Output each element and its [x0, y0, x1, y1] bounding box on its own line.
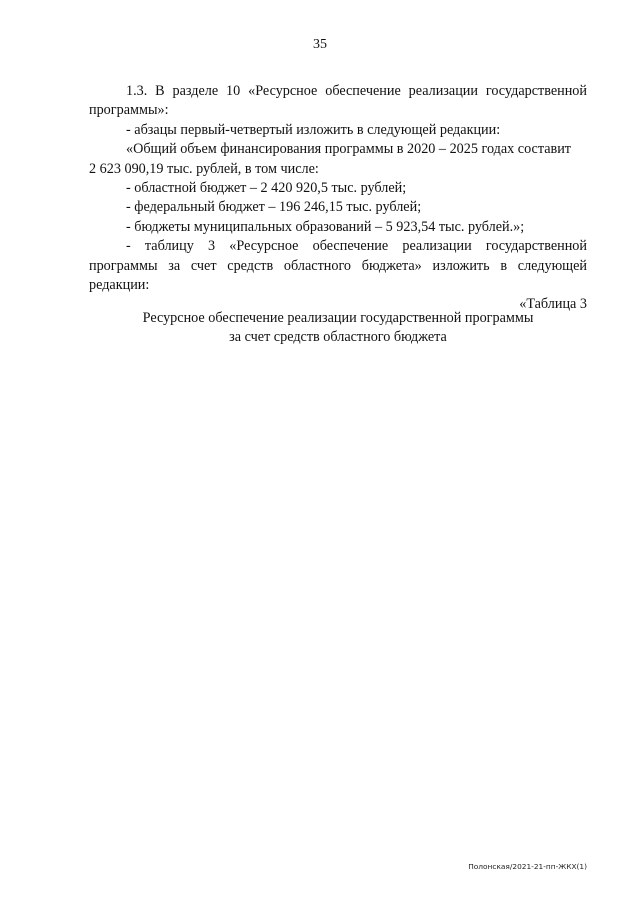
table-title: [89, 309, 587, 348]
paragraph-abzacy: - абзацы первый-четвертый изложить в следующей редакции:: [126, 121, 501, 138]
paragraph-regional-budget: - областной бюджет – 2 420 920,5 тыс. рублей;: [126, 180, 407, 197]
paragraph-total-amount: 2 623 090,19 тыс. рублей, в том числе:: [89, 160, 319, 177]
paragraph-table-3-amendment: - таблицу 3 «Ресурсное обеспечение реализации государственной программы за счет средств областного бюджета» изложить в следующей редакции:: [89, 238, 587, 294]
paragraph-total-funding: «Общий объем финансирования программы в 2020 – 2025 годах составит: [126, 141, 572, 158]
page-number: 35: [313, 37, 327, 52]
table-label: «Таблица 3: [519, 296, 587, 313]
paragraph-municipal-budget: - бюджеты муниципальных образований – 5 923,54 тыс. рублей.»;: [126, 218, 525, 235]
paragraph-federal-budget: - федеральный бюджет – 196 246,15 тыс. рублей;: [126, 199, 422, 216]
document-body: [89, 82, 587, 315]
footer-reference: Полонская/2021-21-пп-ЖКХ(1): [468, 862, 587, 871]
paragraph-section-amendment: 1.3. В разделе 10 «Ресурсное обеспечение реализации государственной программы»:: [89, 83, 587, 119]
table-title-line-2: за счет средств областного бюджета: [229, 329, 447, 346]
table-title-line-1: Ресурсное обеспечение реализации государственной программы: [142, 310, 534, 326]
